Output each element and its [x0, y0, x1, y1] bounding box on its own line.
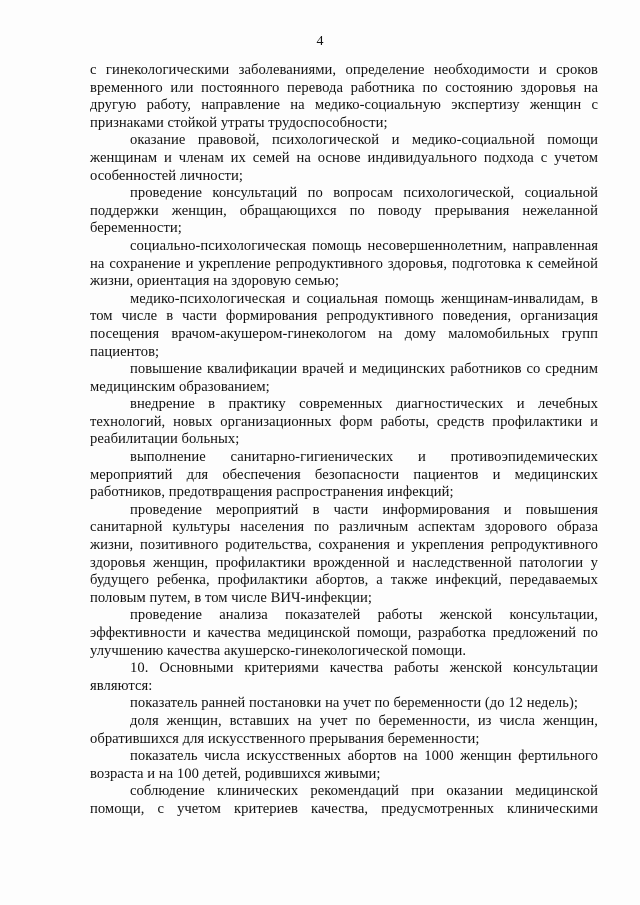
paragraph: показатель ранней постановки на учет по беременности (до 12 недель);	[130, 695, 578, 712]
paragraph: оказание правовой, психологической и медико-социальной помощи женщинам и членам их семей на основе индивидуального подхода с учетом особенностей личности;	[90, 132, 598, 184]
paragraph: с гинекологическими заболеваниями, определение необходимости и сроков временного или постоянного перевода работника по состоянию здоровья на другую работу, направление на медико-социальную экспертизу женщин с признаками стойкой утраты трудоспособности;	[90, 62, 598, 131]
paragraph: проведение мероприятий в части информирования и повышения санитарной культуры населения по различным аспектам здорового образа жизни, позитивного родительства, сохранения и укрепления репродуктивного здоровья женщин, профилактики врожденной и наследственной патологии у будущего ребенка, профилактики абортов, а также инфекций, передаваемых половым путем, в том числе ВИЧ-инфекции;	[90, 501, 598, 606]
paragraph: доля женщин, вставших на учет по беременности, из числа женщин, обратившихся для искусственного прерывания беременности;	[90, 712, 598, 747]
paragraph: показатель числа искусственных абортов на 1000 женщин фертильного возраста и на 100 детей, родившихся живыми;	[90, 748, 598, 782]
paragraph: медико-психологическая и социальная помощь женщинам-инвалидам, в том числе в части формирования репродуктивного поведения, организация посещения врачом-акушером-гинекологом на дому маломобильных групп пациентов;	[90, 290, 598, 360]
document-body	[90, 62, 598, 819]
paragraph: проведение консультаций по вопросам психологической, социальной поддержки женщин, обращающихся по поводу прерывания нежеланной беременности;	[90, 185, 598, 237]
paragraph: выполнение санитарно-гигиенических и противоэпидемических мероприятий для обеспечения безопасности пациентов и медицинских работников, предотвращения распространения инфекций;	[90, 449, 598, 501]
paragraph: соблюдение клинических рекомендаций при оказании медицинской помощи, с учетом критериев качества, предусмотренных клиническими	[90, 783, 598, 817]
paragraph: социально-психологическая помощь несовершеннолетним, направленная на сохранение и укрепление репродуктивного здоровья, подготовка к семейной жизни, ориентация на здоровую семью;	[90, 237, 598, 290]
paragraph: повышение квалификации врачей и медицинских работников со средним медицинским образованием;	[90, 361, 598, 395]
page-number: 4	[316, 34, 324, 49]
section-heading-10: 10. Основными критериями качества работы женской консультации являются:	[90, 660, 598, 694]
paragraph: проведение анализа показателей работы женской консультации, эффективности и качества медицинской помощи, разработка предложений по улучшению качества акушерско-гинекологической помощи.	[90, 607, 598, 659]
paragraph: внедрение в практику современных диагностических и лечебных технологий, новых организационных форм работы, средств профилактики и реабилитации больных;	[90, 396, 598, 448]
